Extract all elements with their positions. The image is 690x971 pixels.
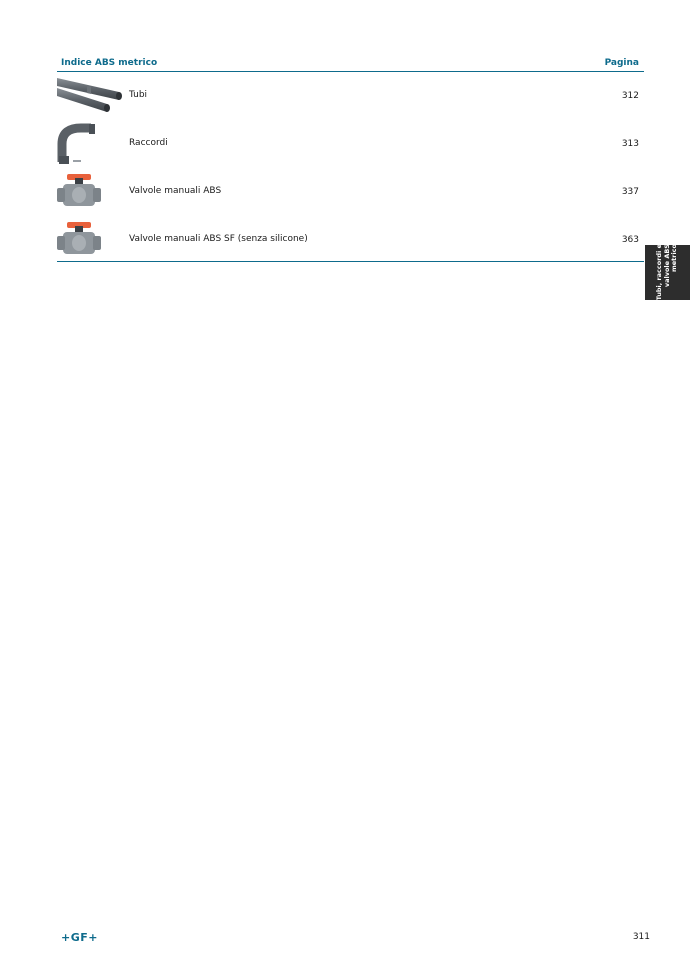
index-row-valvole-abs-sf[interactable]: [57, 216, 644, 264]
pipes-icon: [57, 74, 123, 118]
row-label: Valvole manuali ABS SF (senza silicone): [129, 234, 308, 244]
side-tab-line: Tubi, raccordi e: [655, 244, 664, 301]
elbow-fitting-icon: [57, 122, 123, 166]
gf-logo: +GF+: [61, 931, 98, 944]
row-page: 313: [621, 139, 639, 149]
index-title: Indice ABS metrico: [61, 58, 158, 68]
page-number: 311: [632, 932, 650, 942]
index-table: [57, 72, 644, 264]
ball-valve-icon: [57, 218, 123, 262]
row-label: Tubi: [129, 90, 148, 100]
row-page: 363: [621, 235, 639, 245]
row-page: 337: [621, 187, 639, 197]
side-tab-label: [656, 244, 679, 300]
page-column-header: Pagina: [604, 58, 639, 68]
row-label: Raccordi: [129, 138, 168, 148]
row-label: Valvole manuali ABS: [129, 186, 222, 196]
index-row-valvole-abs[interactable]: [57, 168, 644, 216]
index-row-tubi[interactable]: [57, 72, 644, 120]
section-side-tab: [645, 245, 690, 300]
index-row-raccordi[interactable]: [57, 120, 644, 168]
ball-valve-icon: [57, 170, 123, 214]
table-bottom-divider: [57, 261, 644, 262]
side-tab-line: metrico: [670, 244, 679, 273]
index-header: [57, 56, 644, 72]
row-page: 312: [621, 91, 639, 101]
side-tab-line: valvole ABS: [662, 244, 671, 288]
